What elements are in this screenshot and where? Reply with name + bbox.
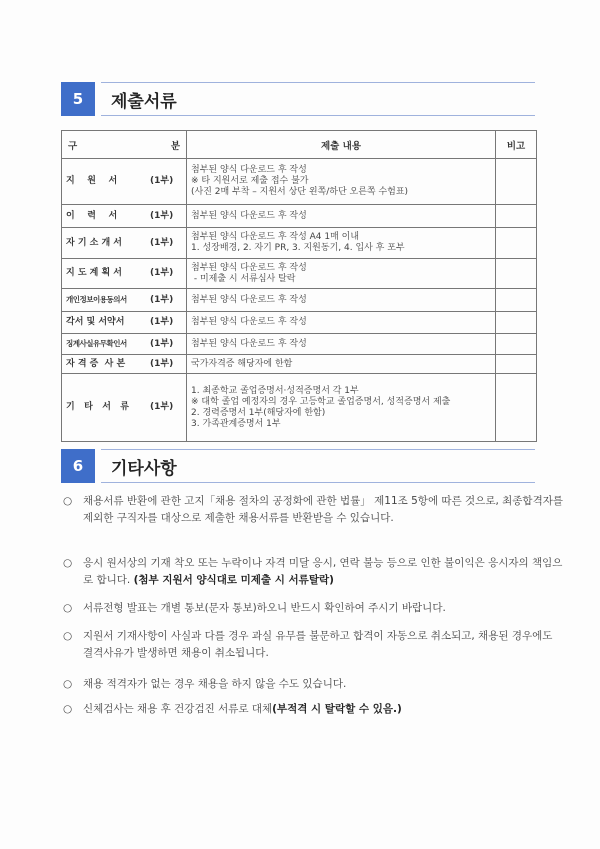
section-title: 기타사항	[111, 459, 177, 479]
bullet-circle-icon: ○	[63, 678, 73, 690]
content-line: 첨부된 양식 다운로드 후 작성	[191, 338, 307, 349]
table-row	[62, 159, 537, 205]
document-name-text: 이 력 서	[66, 210, 118, 221]
document-count: (1부)	[150, 295, 174, 305]
document-name	[62, 228, 187, 259]
note-item	[63, 676, 563, 693]
document-count: (1부)	[150, 317, 174, 327]
note-emphasis: (첨부 지원서 양식대로 미제출 시 서류탈락)	[133, 573, 334, 586]
document-content	[187, 259, 496, 289]
document-name	[62, 205, 187, 228]
header-text: 구	[68, 140, 78, 152]
document-note	[496, 334, 537, 355]
bullet-circle-icon: ○	[63, 602, 73, 614]
document-count: (1부)	[150, 210, 174, 221]
note-item	[63, 600, 563, 617]
document-note	[496, 259, 537, 289]
table-row	[62, 259, 537, 289]
note-text: 채용 적격자가 없는 경우 채용을 하지 않을 수도 있습니다.	[83, 678, 347, 690]
document-name	[62, 159, 187, 205]
section-number: 6	[61, 449, 95, 483]
section-5-header	[61, 82, 535, 116]
divider	[101, 449, 535, 450]
content-line: 첨부된 양식 다운로드 후 작성	[191, 165, 307, 175]
table-row	[62, 228, 537, 259]
content-line: (사진 2매 부착 – 지원서 상단 왼쪽/하단 오른쪽 수험표)	[191, 187, 409, 197]
section-title: 제출서류	[111, 92, 177, 112]
note-item	[63, 701, 563, 718]
content-line: 2. 경력증명서 1부(해당자에 한함)	[191, 407, 326, 418]
section-number: 5	[61, 82, 95, 116]
document-content	[187, 228, 496, 259]
document-name-text: 자 격 증 사 본	[66, 358, 126, 369]
bullet-circle-icon: ○	[63, 495, 73, 507]
document-name	[62, 312, 187, 334]
document-count: (1부)	[150, 358, 174, 369]
document-name-text: 기 타 서 류	[66, 402, 129, 412]
document-note	[496, 355, 537, 374]
table-row	[62, 205, 537, 228]
divider	[101, 115, 535, 116]
document-name	[62, 334, 187, 355]
content-line: 국가자격증 해당자에 한함	[191, 358, 293, 369]
document-note	[496, 228, 537, 259]
document-count: (1부)	[150, 176, 174, 186]
document-count: (1부)	[150, 402, 174, 412]
document-note	[496, 312, 537, 334]
bullet-circle-icon: ○	[63, 557, 73, 569]
table-header-row	[62, 131, 537, 159]
document-name	[62, 259, 187, 289]
note-text: 지원서 기재사항이 사실과 다를 경우 과실 유무를 불문하고 합격이 자동으로 취소되고, 채용된 경우에도 결격사유가 발생하면 채용이 취소됩니다.	[83, 630, 553, 659]
table-row	[62, 374, 537, 442]
document-note	[496, 289, 537, 312]
document-name	[62, 374, 187, 442]
table-row	[62, 355, 537, 374]
note-item	[63, 628, 563, 661]
header-content: 제출 내용	[187, 131, 496, 159]
document-name-text: 지 원 서	[66, 176, 118, 186]
document-name-text: 각서 및 서약서	[66, 317, 125, 327]
table-row	[62, 334, 537, 355]
documents-table	[61, 130, 537, 442]
document-count: (1부)	[150, 237, 174, 248]
content-line: 1. 성장배경, 2. 자기 PR, 3. 지원동기, 4. 입사 후 포부	[191, 243, 405, 253]
content-line: 첨부된 양식 다운로드 후 작성	[191, 317, 307, 327]
content-line: ※ 타 지원서로 제출 접수 불가	[191, 176, 309, 186]
note-text: 서류전형 발표는 개별 통보(문자 통보)하오니 반드시 확인하여 주시기 바랍니다.	[83, 602, 446, 614]
content-line: 첨부된 양식 다운로드 후 작성	[191, 294, 307, 305]
document-content	[187, 289, 496, 312]
document-content	[187, 374, 496, 442]
header-text: 분	[170, 140, 180, 152]
document-name	[62, 355, 187, 374]
document-count: (1부)	[150, 339, 174, 349]
note-text: 채용서류 반환에 관한 고지「채용 절차의 공정화에 관한 법률」 제11조 5항에 따른 것으로, 최종합격자를 제외한 구직자를 대상으로 제출한 채용서류를 반환받을 수 있습니다.	[83, 495, 564, 524]
table-row	[62, 312, 537, 334]
content-line: 첨부된 양식 다운로드 후 작성 A4 1매 이내	[191, 232, 360, 242]
note-text: 신체검사는 채용 후 건강검진 서류로 대체	[83, 703, 273, 715]
content-line: 1. 최종학교 졸업증명서·성적증명서 각 1부	[191, 385, 359, 396]
document-note	[496, 374, 537, 442]
document-content	[187, 159, 496, 205]
document-name	[62, 289, 187, 312]
content-line: 첨부된 양식 다운로드 후 작성	[191, 210, 307, 221]
note-item	[63, 493, 563, 526]
document-count: (1부)	[150, 268, 174, 278]
note-text: 응시 원서상의 기재 착오 또는 누락이나 자격 미달 응시, 연락 불능 등으로 인한 불이익은 응시자의 책임으로 합니다.	[83, 557, 563, 586]
content-line: 첨부된 양식 다운로드 후 작성	[191, 262, 307, 273]
header-category	[62, 131, 187, 159]
document-note	[496, 205, 537, 228]
table-row	[62, 289, 537, 312]
document-content	[187, 355, 496, 374]
header-note: 비고	[496, 131, 537, 159]
divider	[101, 482, 535, 483]
document-name-text: 지 도 계 획 서	[66, 268, 123, 278]
document-content	[187, 334, 496, 355]
bullet-circle-icon: ○	[63, 703, 73, 715]
document-name-text: 개인정보이용동의서	[66, 295, 127, 304]
divider	[101, 82, 535, 83]
content-line: 3. 가족관계증명서 1부	[191, 418, 281, 429]
document-content	[187, 312, 496, 334]
document-note	[496, 159, 537, 205]
document-name-text: 징계사실유무확인서	[66, 339, 127, 348]
document-name-text: 자 기 소 개 서	[66, 237, 123, 248]
content-line: - 미제출 시 서류심사 탈락	[191, 273, 296, 284]
note-emphasis: (부적격 시 탈락할 수 있음.)	[272, 703, 402, 715]
bullet-circle-icon: ○	[63, 630, 73, 642]
note-item	[63, 555, 563, 588]
content-line: ※ 대학 졸업 예정자의 경우 고등학교 졸업증명서, 성적증명서 제출	[191, 396, 451, 407]
section-6-header	[61, 449, 535, 483]
document-content	[187, 205, 496, 228]
